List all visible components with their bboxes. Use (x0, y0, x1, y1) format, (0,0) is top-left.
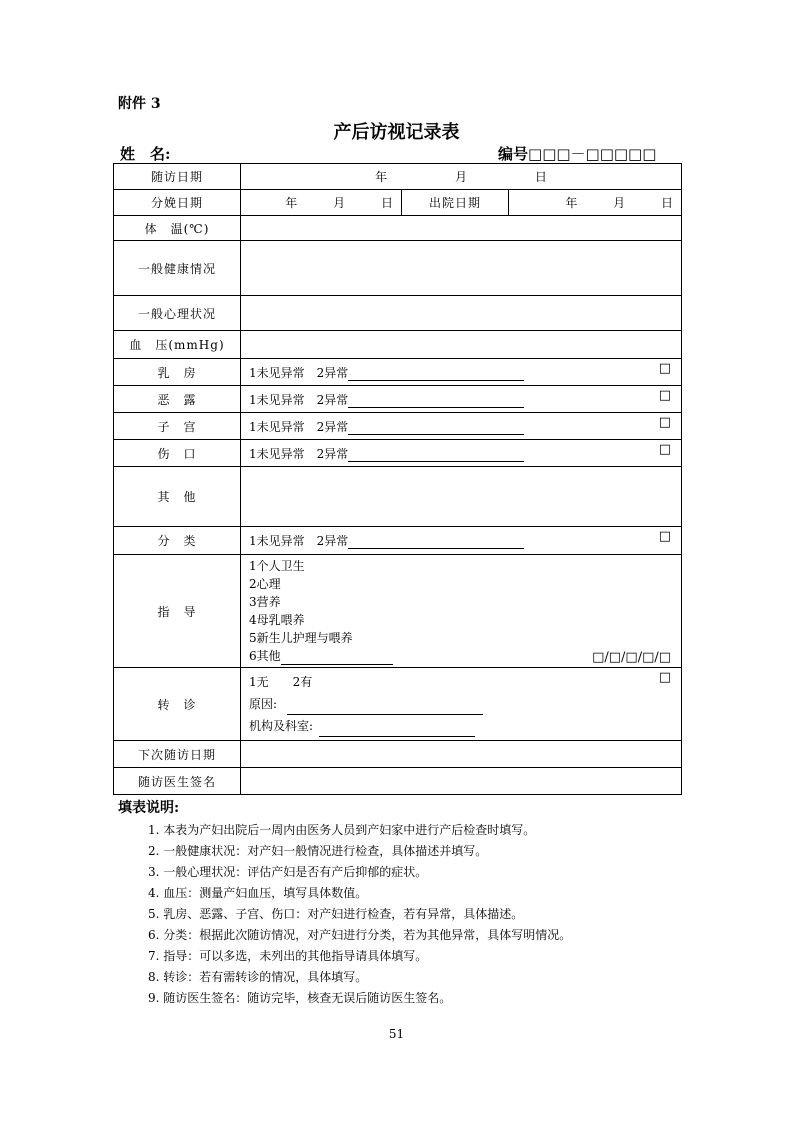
doctor-signature-field[interactable] (241, 768, 682, 795)
classification-checkbox[interactable]: □ (658, 529, 672, 544)
referral-checkbox[interactable]: □ (658, 670, 672, 685)
wound-field[interactable] (241, 440, 682, 467)
referral-field (241, 668, 682, 741)
guidance-item: 2心理 (249, 577, 281, 591)
row-doctor-signature (114, 768, 682, 795)
other-label: 其 他 (114, 467, 241, 527)
discharge-date-month: 月 (613, 196, 626, 210)
lochia-field[interactable] (241, 386, 682, 413)
referral-reason-underline[interactable] (287, 702, 483, 715)
classification-field[interactable] (241, 527, 682, 555)
guidance-list (249, 557, 673, 665)
guidance-item: 4母乳喂养 (249, 613, 305, 627)
guidance-item: 5新生儿护理与喂养 (249, 631, 353, 645)
delivery-date-day: 日 (380, 196, 393, 210)
note-item: 6. 分类：根据此次随访情况，对产妇进行分类，若为其他异常，具体写明情况。 (148, 928, 572, 942)
uterus-field[interactable] (241, 413, 682, 440)
referral-label: 转 诊 (114, 668, 241, 741)
note-item: 2. 一般健康状况：对产妇一般情况进行检查，具体描述并填写。 (148, 844, 488, 858)
uterus-checkbox[interactable]: □ (658, 415, 672, 430)
row-blood-pressure (114, 331, 682, 359)
breast-label: 乳 房 (114, 359, 241, 386)
temperature-field[interactable] (241, 216, 682, 241)
general-health-field[interactable] (241, 241, 682, 296)
delivery-date-year: 年 (285, 196, 298, 210)
wound-underline[interactable] (348, 449, 524, 462)
discharge-date-day: 日 (661, 196, 674, 210)
lochia-label: 恶 露 (114, 386, 241, 413)
note-item: 4. 血压：测量产妇血压，填写具体数值。 (148, 886, 368, 900)
uterus-underline[interactable] (348, 422, 524, 435)
visit-date-day: 日 (534, 170, 547, 184)
classification-label: 分 类 (114, 527, 241, 555)
wound-label: 伤 口 (114, 440, 241, 467)
form-title: 产后访视记录表 (333, 122, 460, 143)
notes-title: 填表说明: (118, 800, 180, 816)
guidance-other-label: 6其他 (249, 649, 281, 663)
visit-date-label: 随访日期 (114, 164, 241, 190)
note-item: 1. 本表为产妇出院后一周内由医务人员到产妇家中进行产后检查时填写。 (148, 823, 536, 837)
name-label: 姓 名: (120, 145, 171, 163)
referral-institution (249, 715, 673, 737)
visit-record-table (113, 163, 682, 795)
blood-pressure-field[interactable] (241, 331, 682, 359)
page-number: 51 (388, 1027, 405, 1041)
delivery-date-field[interactable] (241, 190, 402, 216)
breast-checkbox[interactable]: □ (658, 361, 672, 376)
guidance-item: 3营养 (249, 595, 281, 609)
blood-pressure-label: 血 压(mmHg) (114, 331, 241, 359)
row-other (114, 467, 682, 527)
discharge-date-label: 出院日期 (402, 190, 509, 216)
row-next-visit (114, 741, 682, 768)
visit-date-field[interactable] (241, 164, 682, 190)
guidance-other-underline[interactable] (281, 652, 393, 665)
guidance-field (241, 555, 682, 668)
code-label-text: 编号 (498, 145, 529, 163)
row-uterus (114, 413, 682, 440)
lochia-checkbox[interactable]: □ (658, 388, 672, 403)
lochia-option: 1未见异常 2异常 (249, 392, 349, 407)
wound-option: 1未见异常 2异常 (249, 446, 349, 461)
notes-list (148, 820, 571, 1009)
lochia-underline[interactable] (348, 395, 524, 408)
mental-state-label: 一般心理状况 (114, 296, 241, 331)
other-field[interactable] (241, 467, 682, 527)
referral-reason-label: 原因: (249, 697, 278, 711)
discharge-date-field[interactable] (509, 190, 682, 216)
visit-date-year: 年 (375, 170, 388, 184)
note-item: 7. 指导：可以多选，未列出的其他指导请具体填写。 (148, 949, 428, 963)
guidance-label: 指 导 (114, 555, 241, 668)
row-visit-date (114, 164, 682, 190)
breast-field[interactable] (241, 359, 682, 386)
row-wound (114, 440, 682, 467)
attachment-label: 附件 3 (118, 96, 161, 112)
row-delivery-date (114, 190, 682, 216)
classification-option: 1未见异常 2异常 (249, 534, 349, 548)
breast-underline[interactable] (348, 368, 524, 381)
row-temperature (114, 216, 682, 241)
row-referral (114, 668, 682, 741)
row-classification (114, 527, 682, 555)
next-visit-label: 下次随访日期 (114, 741, 241, 768)
row-general-health (114, 241, 682, 296)
next-visit-field[interactable] (241, 741, 682, 768)
referral-reason (249, 693, 673, 715)
code-label (498, 143, 656, 164)
referral-options: 1无 2有 (249, 675, 313, 689)
row-lochia (114, 386, 682, 413)
temperature-label: 体 温(℃) (114, 216, 241, 241)
referral-institution-label: 机构及科室: (249, 719, 314, 733)
guidance-checkboxes[interactable]: □/□/□/□/□ (592, 650, 672, 665)
referral-institution-underline[interactable] (319, 724, 475, 737)
classification-underline[interactable] (348, 536, 524, 549)
delivery-date-month: 月 (333, 196, 346, 210)
row-breast (114, 359, 682, 386)
row-guidance (114, 555, 682, 668)
mental-state-field[interactable] (241, 296, 682, 331)
note-item: 8. 转诊：若有需转诊的情况，具体填写。 (148, 970, 368, 984)
uterus-option: 1未见异常 2异常 (249, 419, 349, 434)
doctor-signature-label: 随访医生签名 (114, 768, 241, 795)
uterus-label: 子 宫 (114, 413, 241, 440)
general-health-label: 一般健康情况 (114, 241, 241, 296)
note-item: 3. 一般心理状况：评估产妇是否有产后抑郁的症状。 (148, 865, 428, 879)
visit-date-month: 月 (455, 170, 468, 184)
note-item: 9. 随访医生签名：随访完毕，核查无误后随访医生签名。 (148, 991, 452, 1005)
breast-option: 1未见异常 2异常 (249, 365, 349, 380)
delivery-date-label: 分娩日期 (114, 190, 241, 216)
row-mental-state (114, 296, 682, 331)
code-boxes[interactable]: □□□－□□□□□ (528, 145, 657, 163)
wound-checkbox[interactable]: □ (658, 442, 672, 457)
discharge-date-year: 年 (565, 196, 578, 210)
note-item: 5. 乳房、恶露、子宫、伤口：对产妇进行检查，若有异常，具体描述。 (148, 907, 524, 921)
guidance-item: 1个人卫生 (249, 559, 305, 573)
